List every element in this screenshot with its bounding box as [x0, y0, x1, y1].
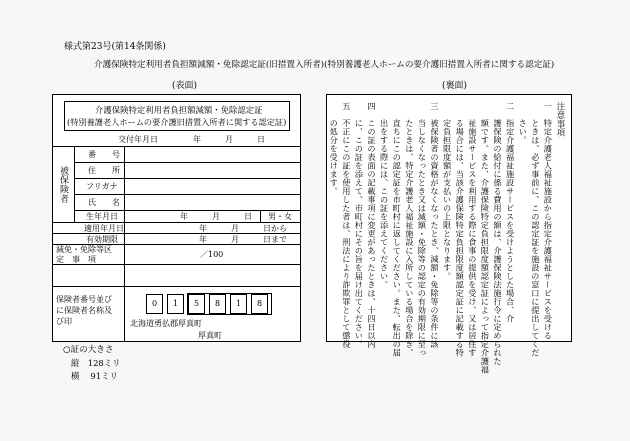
row-furigana-label: フリガナ [86, 182, 118, 191]
insurer-name-2: 厚真町 [198, 331, 222, 340]
size-note-height: 縦 128ミリ [71, 358, 121, 368]
note-line: たときは、特定介護老人福祉施設に入所している場合を除き、 [404, 102, 415, 357]
insurer-digit: 5 [188, 294, 205, 314]
row-birth-label: 生年月日 [86, 212, 118, 221]
row-address-label: 住 所 [88, 166, 120, 175]
notes-title: 注意事項 [556, 102, 566, 137]
reduction-label-1: 減免・免除等区 [56, 245, 112, 254]
issue-date-value: 年 月 日 [193, 135, 265, 144]
note-line: 祉施設サービスを利用する際に食事の提供を受け、又は居住す [467, 102, 478, 357]
back-label: (裏面) [442, 81, 468, 91]
front-header-line1: 介護保険特定利用者負担額減額・免除認定証 [95, 105, 263, 115]
note-line: に、この証を添えて、市町村にその旨を届け出てください。 [354, 102, 365, 349]
note-line: る場合には、当該介護保険特定負担限度額認定証に記載する特 [455, 102, 466, 357]
note-line: 一 特定介護老人福祉施設から指定介護福祉サービスを受ける [543, 102, 554, 340]
row-valid-value: 年 月 日まで [199, 235, 287, 244]
issue-date-label: 交付年月日 [118, 135, 158, 144]
size-note-width: 横 91ミリ [71, 371, 118, 381]
row-birth-value: 年 月 日 [180, 212, 252, 221]
back-notes [329, 102, 567, 374]
reduction-label-3: 定 事 項 [56, 255, 96, 264]
insurer-label-1: 保険者番号並び [56, 295, 112, 304]
note-line: ときは、必ず事前に、この認定証を施設の窓口に提出してくだ [530, 102, 541, 357]
note-line: 二 指定介護福祉施設サービスを受けようとした場合、介 [505, 102, 516, 323]
highlight-digit-group [187, 293, 272, 315]
note-line: 四 この証の表面の記載事項に変更があったときは、十四日以内 [367, 102, 377, 349]
row-sex-value: 男・女 [268, 212, 292, 221]
note-line: 直ちにこの認定証を市町村に返してください。また、転出の届 [392, 102, 403, 357]
insured-label: 被保険者 [58, 166, 68, 204]
reduction-value: ／100 [200, 250, 224, 259]
note-line: 三 被保険者の資格がなくなったとき、減額・免除等の条件に該 [430, 102, 440, 349]
insurer-digit: 1 [230, 294, 247, 314]
row-apply-value: 年 月 日から [199, 224, 287, 233]
note-line: 当しなくなったとき又は減額・免除等の認定の有効期限に至っ [417, 102, 428, 357]
insurer-name-1: 北海道勇払郡厚真町 [130, 319, 202, 328]
form-number: 様式第23号(第14条関係) [64, 42, 166, 52]
insurer-label-3: び印 [56, 317, 72, 326]
row-number-label: 番 号 [88, 150, 120, 159]
note-line: さい。 [518, 102, 529, 145]
row-valid-label: 有効期限 [86, 235, 118, 244]
insurer-digit: 8 [209, 294, 226, 314]
size-note-title: ○証の大きさ [63, 345, 114, 355]
row-name-label: 氏 名 [88, 198, 120, 207]
note-line: 五 不正にこの証を使用した者は、刑法により詐欺罪として懲役 [341, 102, 352, 349]
insurer-digit: 8 [251, 294, 268, 314]
note-line: の処分を受けます。 [329, 102, 340, 196]
insurer-number-boxes [146, 294, 274, 314]
note-line: 出をする際には、この証を添えてください。 [379, 102, 390, 289]
insurer-label-2: に保険者名称及 [56, 306, 112, 315]
document-title: 介護保険特定利用者負担額減額・免除認定証(旧措置入所者)(特別養護老人ホームの要介護旧措置入所者に関する認定証) [94, 60, 555, 70]
insurer-digit: 0 [146, 294, 163, 314]
note-line: 定負担限度額が支払いの上限となります。 [442, 102, 453, 281]
note-line: 額です。また、介護保険特定負担限度額認定証によって指定介護福 [480, 102, 491, 374]
front-label: (表面) [172, 81, 198, 91]
front-header-line2: (特別養護老人ホームの要介護旧措置入所者に関する認定証) [67, 117, 287, 127]
insurer-digit: 1 [167, 294, 184, 314]
row-apply-label: 適用年月日 [84, 224, 124, 233]
note-line: 護保険の給付に係る費用の額は、介護保険法施行令に定められた [493, 102, 503, 366]
